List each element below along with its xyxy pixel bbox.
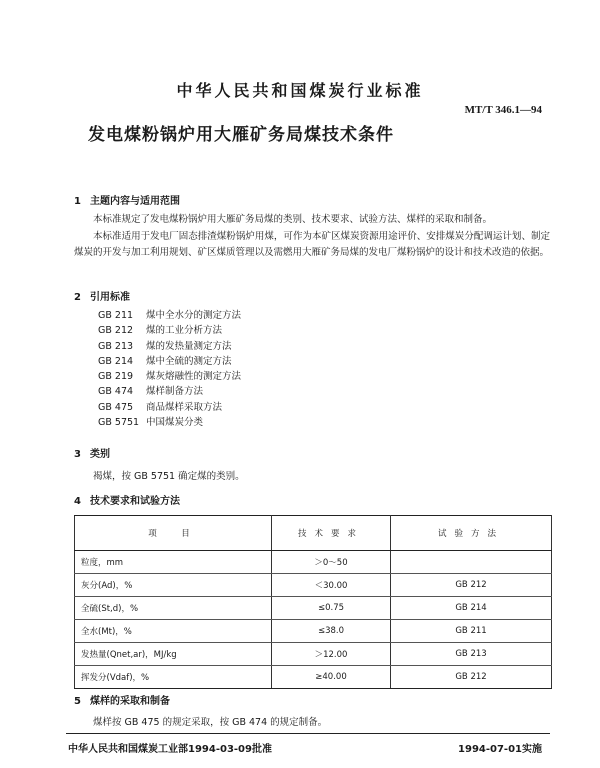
section-title: 引用标准 — [90, 292, 130, 303]
ref-name: 煤中全硫的测定方法 — [146, 355, 232, 367]
table-cell — [391, 551, 552, 574]
section-number: 2 — [74, 292, 81, 303]
table-cell: GB 213 — [391, 643, 552, 666]
list-item — [98, 354, 241, 369]
list-item — [98, 323, 241, 338]
ref-code: GB 219 — [98, 371, 134, 383]
table-cell: 发热量(Qnet,ar)，MJ/kg — [75, 643, 272, 666]
table-cell: GB 212 — [391, 666, 552, 689]
column-header-item: 项 目 — [75, 516, 272, 551]
section-1-paragraph-2: 本标准适用于发电厂固态排渣煤粉锅炉用煤，可作为本矿区煤炭资源用途评价、安排煤炭分配调运计划、制定煤炭的开发与加工利用规划、矿区煤质管理以及需燃用大雁矿务局煤的发电厂煤粉锅炉的设计和技术改造的依据。 — [74, 231, 550, 258]
footer-divider — [66, 733, 550, 734]
section-1-heading — [74, 192, 180, 207]
table-row — [75, 620, 552, 643]
section-number: 3 — [74, 449, 81, 460]
section-5-text: 煤样按 GB 475 的规定采取，按 GB 474 的规定制备。 — [93, 717, 328, 728]
document-title: 发电煤粉锅炉用大雁矿务局煤技术条件 — [88, 125, 394, 145]
section-title: 技术要求和试验方法 — [90, 496, 180, 507]
table-cell: 全硫(St,d)，% — [75, 597, 272, 620]
standard-category-title: 中华人民共和国煤炭行业标准 — [176, 81, 424, 100]
section-title: 主题内容与适用范围 — [90, 196, 180, 207]
ref-name: 煤中全水分的测定方法 — [146, 310, 242, 321]
table-cell: GB 214 — [391, 597, 552, 620]
section-2-heading — [74, 288, 130, 303]
ref-name: 煤样制备方法 — [146, 386, 204, 398]
section-3-text: 褐煤，按 GB 5751 确定煤的类别。 — [93, 471, 245, 482]
table-row — [75, 597, 552, 620]
table-cell: ≤0.75 — [272, 597, 391, 620]
list-item — [98, 339, 241, 354]
table-header-row — [75, 516, 552, 551]
implementation-date: 1994-07-01实施 — [458, 744, 542, 755]
list-item — [98, 308, 241, 323]
table-cell: 挥发分(Vdaf)，% — [75, 666, 272, 689]
table-cell: 全水(Mt)，% — [75, 620, 272, 643]
technical-requirements-table — [74, 515, 552, 689]
table-cell: ≥40.00 — [272, 666, 391, 689]
ref-name: 煤灰熔融性的测定方法 — [146, 371, 242, 383]
column-header-requirement: 技术要求 — [272, 516, 391, 551]
section-3-heading — [74, 445, 110, 460]
ref-code: GB 475 — [98, 401, 134, 413]
ref-name: 商品煤样采取方法 — [146, 401, 223, 413]
section-number: 5 — [74, 696, 81, 707]
table-cell: ≤38.0 — [272, 620, 391, 643]
table-cell: ＞12.00 — [272, 643, 391, 666]
ref-code: GB 5751 — [98, 417, 140, 429]
table-row — [75, 643, 552, 666]
approval-line: 中华人民共和国煤炭工业部1994-03-09批准 — [68, 744, 272, 755]
list-item — [98, 369, 241, 384]
section-1-paragraph-1: 本标准规定了发电煤粉锅炉用大雁矿务局煤的类别、技术要求、试验方法、煤样的采取和制备。 — [93, 214, 493, 225]
section-5-heading — [74, 692, 170, 707]
ref-name: 煤的发热量测定方法 — [146, 340, 232, 352]
table-cell: 灰分(Ad)，% — [75, 574, 272, 597]
ref-code: GB 211 — [98, 310, 134, 321]
table-row — [75, 551, 552, 574]
section-number: 4 — [74, 496, 81, 507]
reference-standards-list — [98, 308, 241, 430]
ref-code: GB 213 — [98, 340, 134, 352]
list-item — [98, 415, 241, 430]
column-header-test-method: 试验方法 — [391, 516, 552, 551]
section-title: 类别 — [90, 449, 110, 460]
standard-code: MT/T 346.1—94 — [464, 104, 542, 116]
ref-name: 中国煤炭分类 — [146, 417, 204, 429]
list-item — [98, 400, 241, 415]
section-number: 1 — [74, 196, 81, 207]
table-cell: ＞0～50 — [272, 551, 391, 574]
table-row — [75, 666, 552, 689]
ref-name: 煤的工业分析方法 — [146, 325, 223, 337]
ref-code: GB 212 — [98, 325, 134, 337]
ref-code: GB 474 — [98, 386, 134, 398]
table-row — [75, 574, 552, 597]
ref-code: GB 214 — [98, 355, 134, 367]
section-4-heading — [74, 492, 180, 507]
table-cell: GB 212 — [391, 574, 552, 597]
section-title: 煤样的采取和制备 — [90, 696, 170, 707]
table-cell: ＜30.00 — [272, 574, 391, 597]
table-cell: GB 211 — [391, 620, 552, 643]
list-item — [98, 384, 241, 399]
table-cell: 粒度，mm — [75, 551, 272, 574]
